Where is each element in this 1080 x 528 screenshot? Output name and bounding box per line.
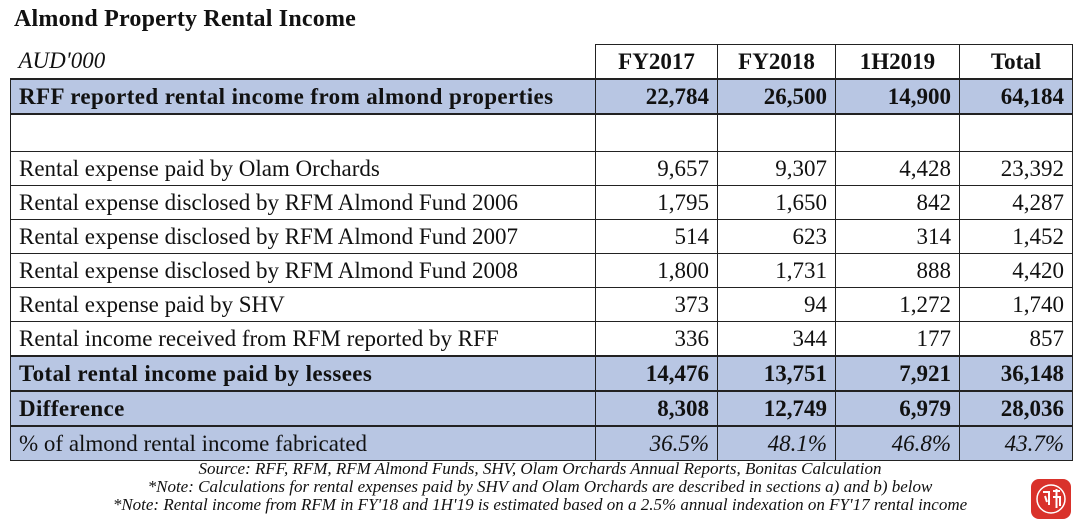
cell-fy2018: 9,307 — [718, 152, 836, 186]
row-label: RFF reported rental income from almond properties — [11, 79, 596, 114]
cell-fy2018: 13,751 — [718, 356, 836, 391]
cell-fy2017: 14,476 — [596, 356, 718, 391]
cell-total: 23,392 — [960, 152, 1073, 186]
cell-fy2018: 344 — [718, 322, 836, 357]
cell-fy2017: 36.5% — [596, 426, 718, 461]
cell-total: 28,036 — [960, 391, 1073, 426]
cell-1h2019: 842 — [836, 186, 960, 220]
reported-income-row — [11, 79, 1073, 114]
difference-row — [11, 391, 1073, 426]
source-note: Source: RFF, RFM, RFM Almond Funds, SHV, Olam Orchards Annual Reports, Bonitas Calculation — [198, 459, 882, 478]
empty-cell — [11, 114, 596, 152]
cell-total: 857 — [960, 322, 1073, 357]
table-row — [11, 322, 1073, 357]
cell-total: 4,287 — [960, 186, 1073, 220]
cell-fy2017: 1,800 — [596, 254, 718, 288]
table-row — [11, 186, 1073, 220]
row-label: Rental expense disclosed by RFM Almond Fund 2008 — [11, 254, 596, 288]
page-title: Almond Property Rental Income — [14, 6, 356, 32]
cell-fy2017: 1,795 — [596, 186, 718, 220]
seal-logo-icon — [1030, 478, 1072, 520]
cell-fy2018: 94 — [718, 288, 836, 322]
spacer-row — [11, 114, 1073, 152]
header-row — [11, 45, 1073, 80]
empty-cell — [960, 114, 1073, 152]
column-header-1h2019: 1H2019 — [836, 45, 960, 80]
cell-fy2017: 336 — [596, 322, 718, 357]
cell-fy2017: 373 — [596, 288, 718, 322]
cell-fy2018: 26,500 — [718, 79, 836, 114]
cell-fy2018: 1,650 — [718, 186, 836, 220]
cell-total: 1,740 — [960, 288, 1073, 322]
cell-1h2019: 46.8% — [836, 426, 960, 461]
total-row — [11, 356, 1073, 391]
unit-label: AUD'000 — [18, 48, 106, 74]
cell-total: 4,420 — [960, 254, 1073, 288]
footnote: *Note: Calculations for rental expenses paid by SHV and Olam Orchards are described in sections a) and b) below — [147, 477, 933, 496]
cell-total: 36,148 — [960, 356, 1073, 391]
row-label: Rental expense disclosed by RFM Almond Fund 2006 — [11, 186, 596, 220]
cell-fy2017: 8,308 — [596, 391, 718, 426]
cell-fy2018: 623 — [718, 220, 836, 254]
cell-1h2019: 177 — [836, 322, 960, 357]
footnotes — [0, 460, 1080, 514]
footnote: *Note: Rental income from RFM in FY'18 and 1H'19 is estimated based on a 2.5% annual indexation on FY'17 rental income — [112, 495, 968, 514]
table-row — [11, 254, 1073, 288]
cell-fy2018: 48.1% — [718, 426, 836, 461]
rental-income-table — [10, 44, 1073, 461]
row-label: % of almond rental income fabricated — [11, 426, 596, 461]
cell-fy2018: 1,731 — [718, 254, 836, 288]
cell-1h2019: 14,900 — [836, 79, 960, 114]
column-header-total: Total — [960, 45, 1073, 80]
row-label: Rental expense paid by Olam Orchards — [11, 152, 596, 186]
cell-total: 64,184 — [960, 79, 1073, 114]
cell-fy2017: 22,784 — [596, 79, 718, 114]
row-label: Rental income received from RFM reported by RFF — [11, 322, 596, 357]
row-label: Rental expense paid by SHV — [11, 288, 596, 322]
cell-1h2019: 6,979 — [836, 391, 960, 426]
column-header-fy2018: FY2018 — [718, 45, 836, 80]
table-row — [11, 152, 1073, 186]
cell-1h2019: 888 — [836, 254, 960, 288]
cell-total: 1,452 — [960, 220, 1073, 254]
cell-1h2019: 4,428 — [836, 152, 960, 186]
cell-fy2018: 12,749 — [718, 391, 836, 426]
cell-1h2019: 1,272 — [836, 288, 960, 322]
empty-cell — [836, 114, 960, 152]
percent-fabricated-row — [11, 426, 1073, 461]
row-label: Rental expense disclosed by RFM Almond Fund 2007 — [11, 220, 596, 254]
cell-fy2017: 9,657 — [596, 152, 718, 186]
cell-fy2017: 514 — [596, 220, 718, 254]
table-row — [11, 220, 1073, 254]
table-row — [11, 288, 1073, 322]
row-label: Difference — [11, 391, 596, 426]
cell-1h2019: 7,921 — [836, 356, 960, 391]
column-header-fy2017: FY2017 — [596, 45, 718, 80]
empty-cell — [718, 114, 836, 152]
cell-total: 43.7% — [960, 426, 1073, 461]
empty-cell — [596, 114, 718, 152]
cell-1h2019: 314 — [836, 220, 960, 254]
row-label: Total rental income paid by lessees — [11, 356, 596, 391]
